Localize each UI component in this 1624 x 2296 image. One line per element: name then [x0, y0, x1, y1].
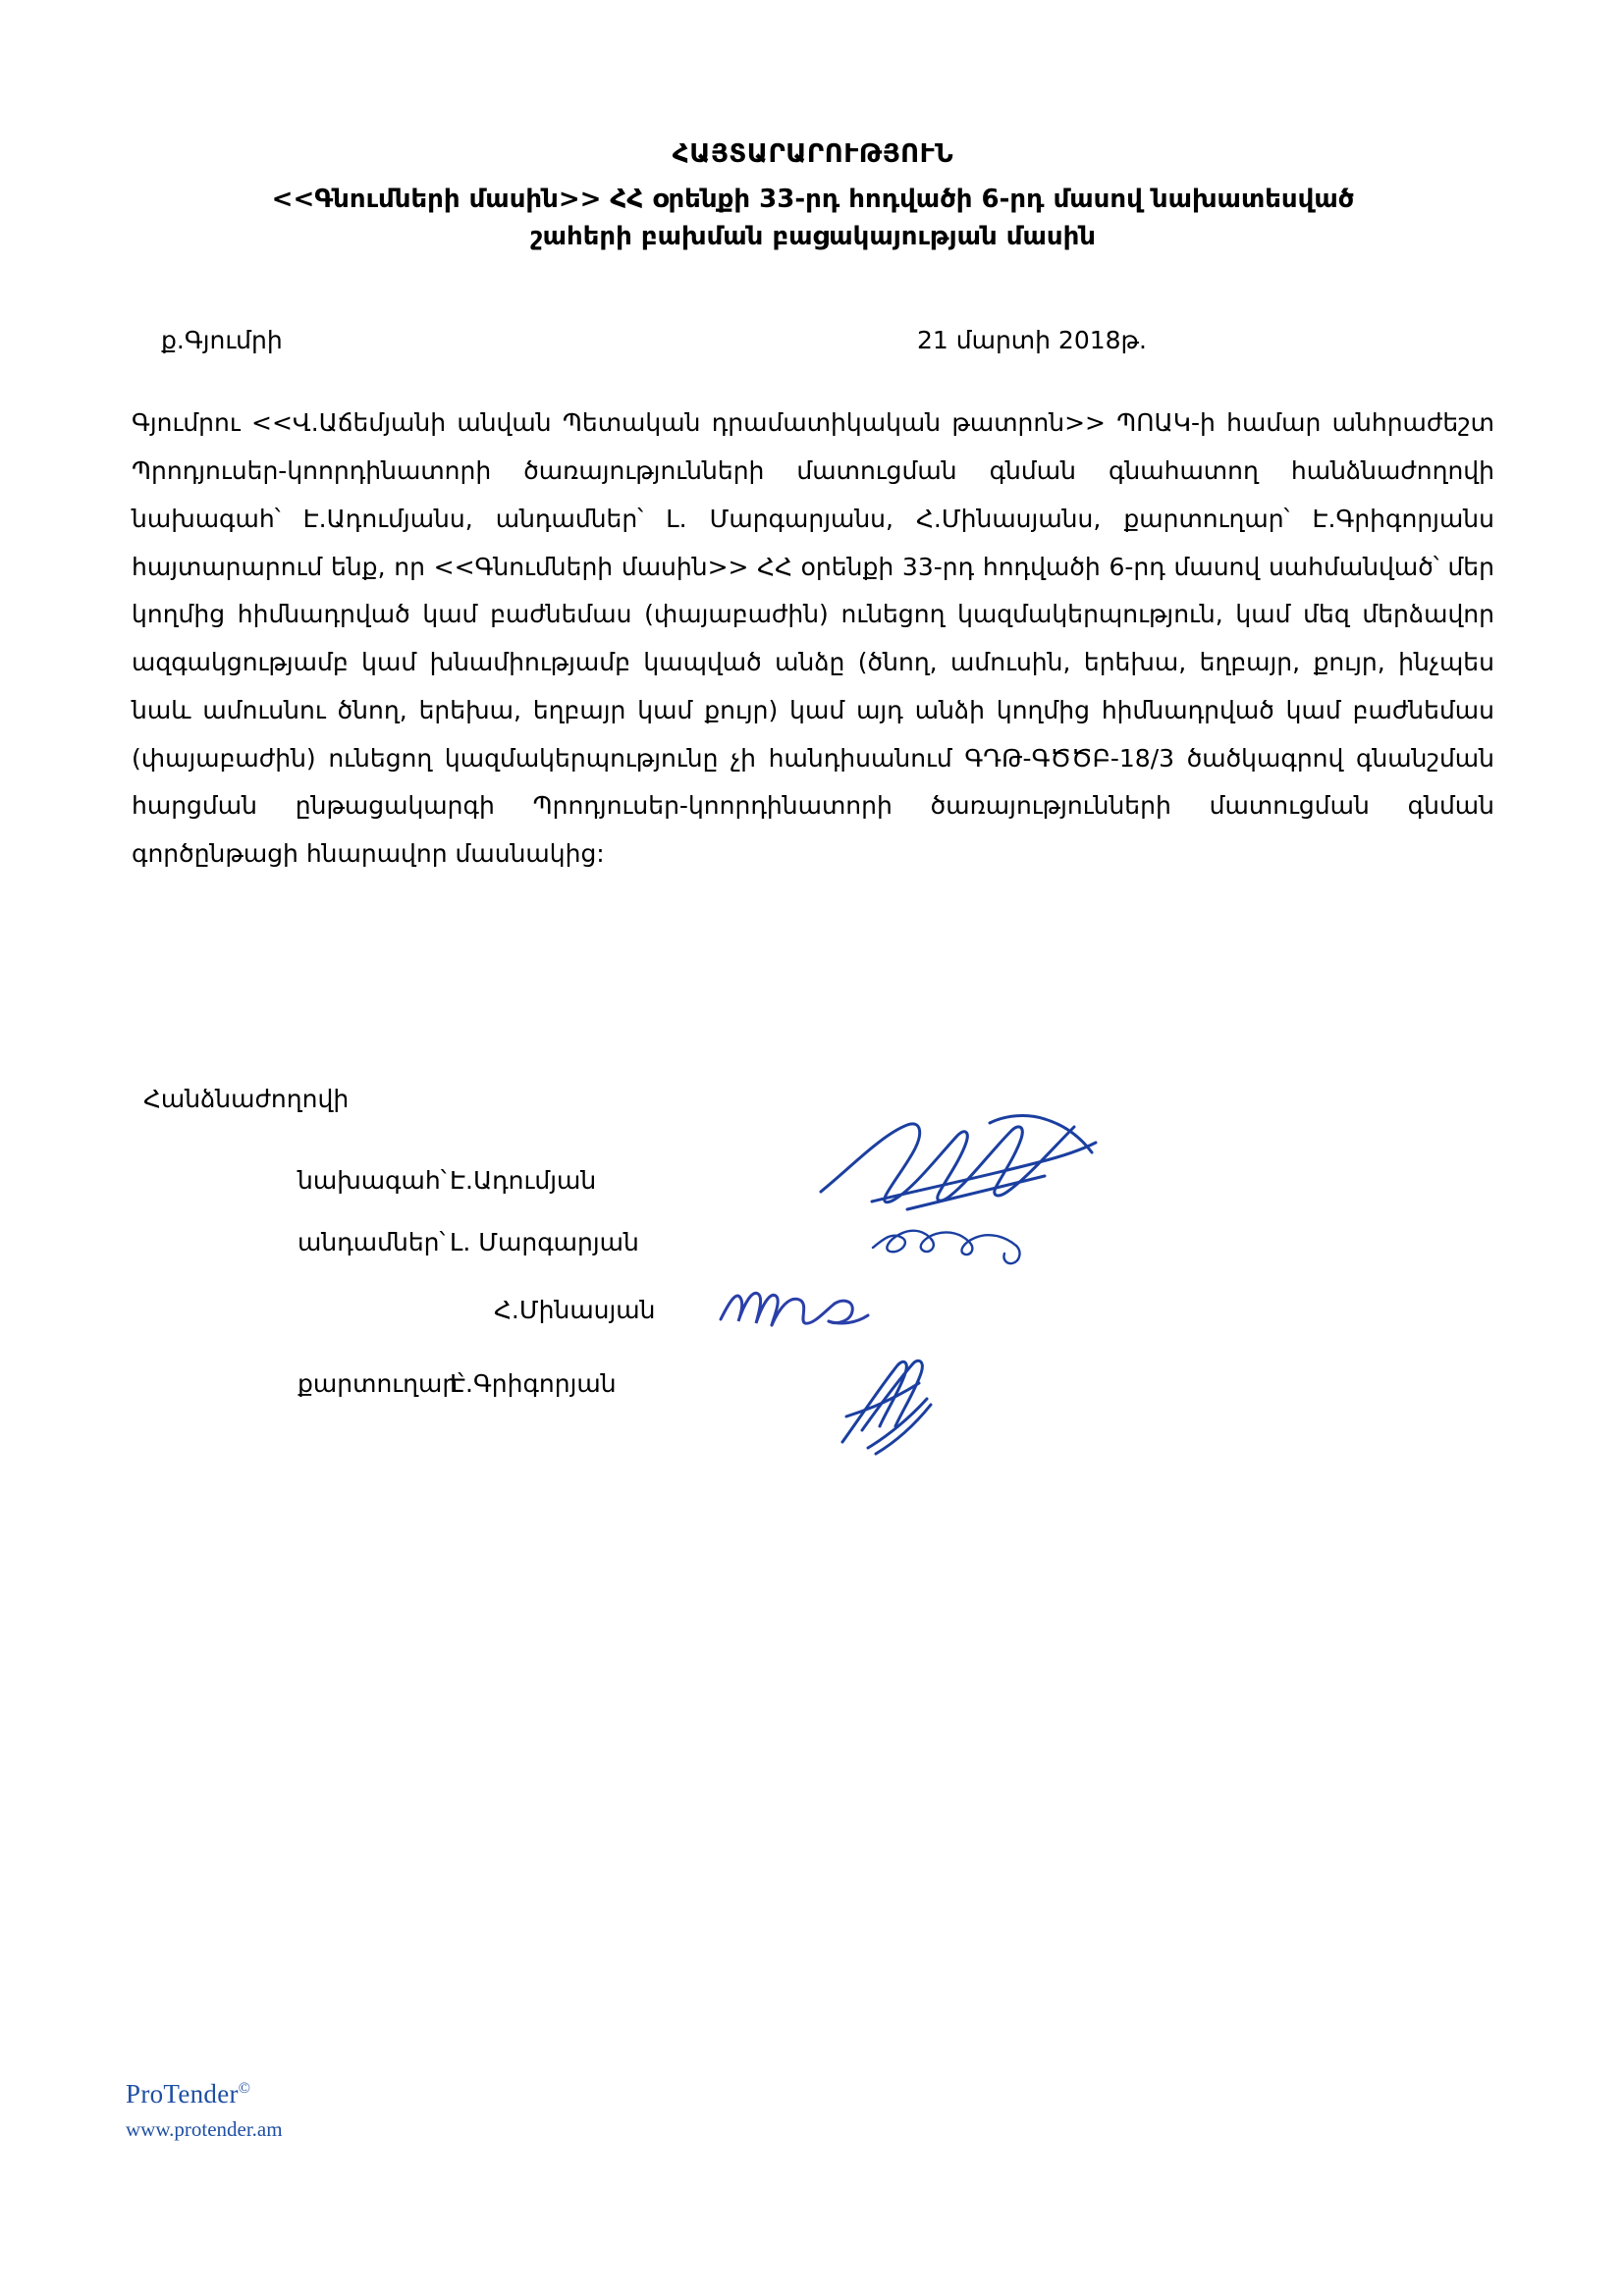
- brand-label: ProTender: [126, 2079, 239, 2109]
- signature-row: [126, 1296, 1500, 1324]
- document-body: [126, 400, 1500, 879]
- signature-name-member-1: Լ. Մարգարյան: [450, 1227, 639, 1256]
- signature-name-chair: Է.Ադումյան: [450, 1165, 597, 1195]
- document-date: 21 մարտի 2018թ.: [917, 326, 1147, 355]
- committee-label: Հանձնաժողովի: [143, 1084, 350, 1113]
- signature-name-member-2: Հ.Մինասյան: [494, 1295, 656, 1324]
- signature-mark-chair: [813, 1107, 1108, 1225]
- brand-name: [126, 2079, 283, 2109]
- copyright-mark: ©: [238, 2080, 251, 2097]
- document-content: [126, 137, 1500, 1427]
- signature-role-secretary: քարտուղար՝: [298, 1368, 464, 1398]
- document-subtitle-line-1: <<Գնումների մասին>> ՀՀ օրենքի 33-րդ հոդվածի 6-րդ մասով նախատեսված: [271, 185, 1355, 215]
- footer: [126, 2079, 283, 2142]
- document-city: ք.Գյումրի: [161, 326, 283, 355]
- signature-role-chair: նախագահ՝: [298, 1165, 447, 1195]
- signature-row: [126, 1166, 1500, 1195]
- signature-mark-secretary: [833, 1352, 990, 1460]
- document-subtitle-line-2: շահերի բախման բացակայության մասին: [530, 221, 1096, 251]
- document-meta: [126, 326, 1500, 354]
- document-title: ՀԱՅՏԱՐԱՐՈՒԹՅՈՒՆ: [672, 139, 954, 169]
- document-subtitle: [194, 182, 1432, 255]
- signature-block: [126, 1085, 1500, 1398]
- signature-row: [126, 1228, 1500, 1256]
- document-body-paragraph: Գյումրու <<Վ.Աճեմյանի անվան Պետական դրամատիկական թատրոն>> ՊՈԱԿ-ի համար անհրաժեշտ Պրոդյուսեր-կոորդինատորի ծառայությունների մատուցման գնման գնահատող հանձնաժողովի նախագահ՝ Է.Ադումյանս, անդամներ՝ Լ. Մարգարյանս, Հ.Մինասյանս, քարտուղար՝ Է.Գրիգորյանս հայտարարում ենք, որ <<Գնումների մասին>> ՀՀ օրենքի 33-րդ հոդվածի 6-րդ մասով սահմանված՝ մեր կողմից հիմնադրված կամ բաժնեմաս (փայաբաժին) ունեցող կազմակերպություն, կամ մեզ մերձավոր ազգակցությամբ կամ խնամիությամբ կապված անձը (ծնող, ամուսին, երեխա, եղբայր, քույր, ինչպես նաև ամուսնու ծնող, երեխա, եղբայր կամ քույր) կամ այդ անձի կողմից հիմնադրված կամ բաժնեմաս (փայաբաժին) ունեցող կազմակերպությունը չի հանդիսանում ԳԴԹ-ԳԾԾԲ-18/3 ծածկագրով գնանշման հարցման ընթացակարգի Պրոդյուսեր-կոորդինատորի ծառայությունների մատուցման գնման գործընթացի հնարավոր մասնակից:: [132, 408, 1494, 869]
- brand-url[interactable]: www.protender.am: [126, 2117, 283, 2141]
- signature-mark-member-1: [867, 1208, 1034, 1277]
- signature-role-members: անդամներ՝: [298, 1227, 446, 1256]
- signature-row: [126, 1369, 1500, 1398]
- signature-name-secretary: Է.Գրիգորյան: [450, 1368, 617, 1398]
